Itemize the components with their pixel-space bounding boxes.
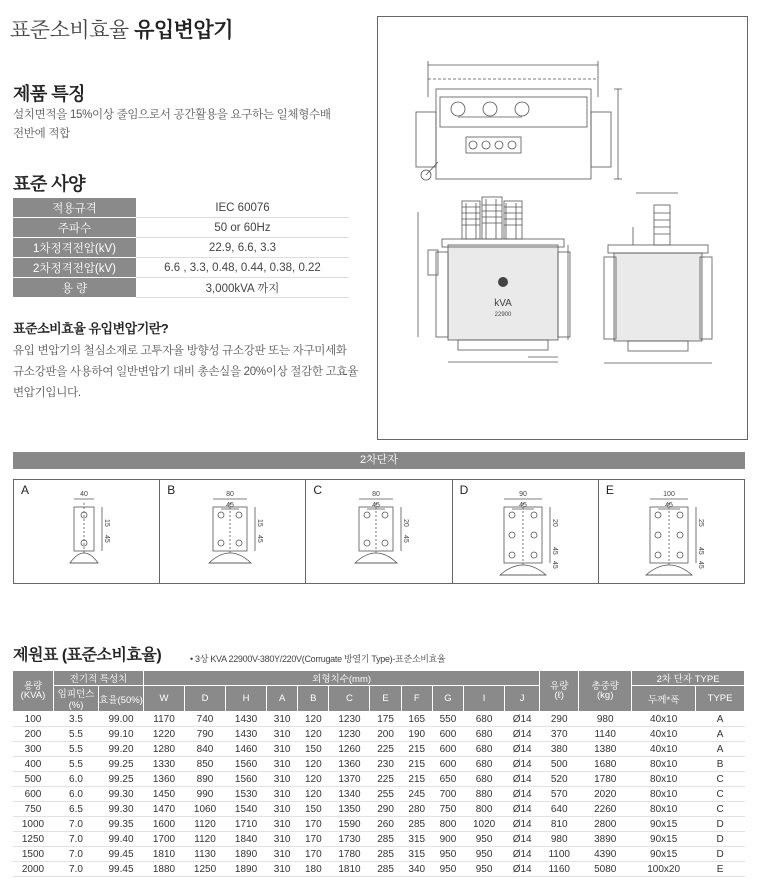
table-cell: 1380	[579, 742, 632, 757]
table-cell: 40x10	[632, 742, 696, 757]
table-cell: 1220	[144, 727, 185, 742]
table-cell: 950	[432, 847, 463, 862]
table-cell: 1890	[226, 862, 267, 877]
table-cell: 400	[13, 757, 54, 772]
table-cell: 790	[185, 727, 226, 742]
table-cell: 1160	[540, 862, 579, 877]
table-cell: 1590	[329, 817, 370, 832]
table-cell: 175	[370, 712, 401, 727]
terminal-types	[13, 479, 745, 584]
table-cell: 520	[540, 772, 579, 787]
table-cell: 215	[401, 742, 432, 757]
table-row	[13, 727, 745, 742]
terminal-type-e	[599, 480, 744, 583]
table-cell: 99.45	[99, 862, 144, 877]
table-row	[13, 817, 745, 832]
table-cell: 370	[540, 727, 579, 742]
table-cell: 750	[432, 802, 463, 817]
table-cell: Ø14	[505, 832, 540, 847]
table-cell: 950	[464, 832, 505, 847]
dim-h1: 25	[696, 519, 704, 527]
table-cell: 310	[267, 862, 298, 877]
table-cell: 310	[267, 832, 298, 847]
col-dimensions: 외형치수(mm)	[144, 671, 540, 686]
table-cell: 640	[540, 802, 579, 817]
features-heading: 제품 특징	[13, 84, 86, 104]
table-cell: Ø14	[505, 802, 540, 817]
spec-table	[13, 198, 349, 298]
dim-h2: 45	[103, 535, 110, 543]
table-cell: Ø14	[505, 712, 540, 727]
table-row	[13, 832, 745, 847]
table-cell: 80x10	[632, 787, 696, 802]
table-cell: D	[696, 817, 745, 832]
transformer-drawing	[377, 16, 748, 440]
table-cell: 120	[298, 772, 329, 787]
table-cell: 5.5	[54, 757, 99, 772]
table-cell: Ø14	[505, 727, 540, 742]
table-cell: 6.0	[54, 787, 99, 802]
table-cell: 650	[432, 772, 463, 787]
table-cell: 5.5	[54, 727, 99, 742]
table-cell: 90x15	[632, 847, 696, 862]
table-cell: 7.0	[54, 862, 99, 877]
table-row	[13, 802, 745, 817]
table-cell: 255	[370, 787, 401, 802]
dim-h1: 15	[103, 519, 110, 527]
table-cell: Ø14	[505, 742, 540, 757]
col-dim-a: A	[267, 686, 298, 712]
table-cell: 1540	[226, 802, 267, 817]
table-cell: 215	[401, 772, 432, 787]
table-cell: 1170	[144, 712, 185, 727]
table-cell: 1880	[144, 862, 185, 877]
table-cell: 5080	[579, 862, 632, 877]
table-cell: 1450	[144, 787, 185, 802]
col-dim-d: D	[185, 686, 226, 712]
table-cell: 310	[267, 847, 298, 862]
table-cell: 4390	[579, 847, 632, 862]
spec-value: 3,000kVA 까지	[136, 278, 349, 298]
dim-h2: 45	[256, 535, 264, 543]
spec-heading: 표준 사양	[13, 174, 86, 194]
table-cell: 1130	[185, 847, 226, 862]
table-cell: 1430	[226, 727, 267, 742]
dim-gap: 45	[518, 502, 527, 509]
col-terminal: 2차 단자 TYPE	[632, 671, 745, 686]
table-cell: 315	[401, 832, 432, 847]
table-cell: 2000	[13, 862, 54, 877]
table-cell: 5.5	[54, 742, 99, 757]
table-cell: 7.0	[54, 817, 99, 832]
table-cell: 1230	[329, 712, 370, 727]
table-cell: 215	[401, 757, 432, 772]
table-cell: D	[696, 847, 745, 862]
table-cell: 99.00	[99, 712, 144, 727]
table-cell: 1470	[144, 802, 185, 817]
table-cell: 700	[432, 787, 463, 802]
table-cell: 260	[370, 817, 401, 832]
table-cell: 1120	[185, 832, 226, 847]
table-cell: 1360	[144, 772, 185, 787]
col-dim-b: B	[298, 686, 329, 712]
table-cell: A	[696, 742, 745, 757]
table-cell: 740	[185, 712, 226, 727]
table-cell: 750	[13, 802, 54, 817]
table-cell: 1730	[329, 832, 370, 847]
dim-h1: 20	[550, 519, 558, 527]
table-cell: 3.5	[54, 712, 99, 727]
table-cell: 310	[267, 787, 298, 802]
terminal-label: C	[313, 483, 323, 497]
table-cell: 340	[401, 862, 432, 877]
dim-h1: 20	[402, 519, 410, 527]
table-row	[13, 862, 745, 877]
table-cell: 310	[267, 817, 298, 832]
table-cell: 600	[432, 742, 463, 757]
table-cell: 500	[540, 757, 579, 772]
table-cell: 225	[370, 772, 401, 787]
col-dim-c: C	[329, 686, 370, 712]
table-cell: 200	[13, 727, 54, 742]
table-row	[13, 772, 745, 787]
terminal-label: B	[167, 483, 176, 497]
table-cell: 80x10	[632, 802, 696, 817]
table-cell: 285	[370, 862, 401, 877]
table-cell: 1360	[329, 757, 370, 772]
terminal-type-b	[160, 480, 306, 583]
spec-label: 적용규격	[13, 198, 136, 218]
table-cell: 1340	[329, 787, 370, 802]
table-cell: 1890	[226, 847, 267, 862]
about-heading: 표준소비효율 유입변압기란?	[13, 321, 169, 336]
table-cell: 1460	[226, 742, 267, 757]
spec-label: 2차정격전압(kV)	[13, 258, 136, 278]
table-cell: 150	[298, 802, 329, 817]
table-cell: Ø14	[505, 847, 540, 862]
table-heading: 제원표 (표준소비효율)	[13, 647, 162, 664]
features-text: 설치면적을 15%이상 줄임으로서 공간활용을 요구하는 일체형수배 전반에 적합	[13, 109, 331, 140]
table-cell: 40x10	[632, 712, 696, 727]
table-cell: 1500	[13, 847, 54, 862]
dim-gap: 45	[372, 502, 381, 509]
table-cell: 550	[432, 712, 463, 727]
col-impedance: 임피던스(%)	[54, 686, 99, 712]
spec-value: IEC 60076	[136, 198, 349, 218]
dim-h2: 45	[696, 547, 704, 555]
table-cell: 310	[267, 742, 298, 757]
table-cell: 1780	[579, 772, 632, 787]
table-cell: 285	[401, 817, 432, 832]
table-cell: Ø14	[505, 817, 540, 832]
terminal-type-a	[14, 480, 160, 583]
table-cell: C	[696, 787, 745, 802]
spec-label: 용 량	[13, 278, 136, 298]
terminal-diagram	[14, 480, 160, 581]
terminal-diagram	[306, 480, 452, 581]
col-dim-j: J	[505, 686, 540, 712]
table-cell: 165	[401, 712, 432, 727]
table-cell: 300	[13, 742, 54, 757]
terminal-diagram	[453, 480, 599, 581]
table-cell: 7.0	[54, 832, 99, 847]
table-cell: 1260	[329, 742, 370, 757]
spec-row	[13, 218, 349, 238]
col-dim-f: F	[401, 686, 432, 712]
table-cell: D	[696, 832, 745, 847]
table-cell: 1560	[226, 757, 267, 772]
table-cell: 1710	[226, 817, 267, 832]
nameplate-kva: kVA	[494, 298, 512, 309]
table-cell: 80x10	[632, 757, 696, 772]
dim-width: 40	[80, 491, 88, 498]
table-cell: Ø14	[505, 772, 540, 787]
table-cell: 1530	[226, 787, 267, 802]
table-row	[13, 712, 745, 727]
table-cell: 225	[370, 742, 401, 757]
table-row	[13, 742, 745, 757]
terminal-diagram	[160, 480, 306, 581]
table-cell: 315	[401, 847, 432, 862]
table-row	[13, 847, 745, 862]
table-cell: 950	[464, 862, 505, 877]
transformer-drawing-svg	[378, 17, 747, 439]
table-row	[13, 787, 745, 802]
table-cell: 800	[432, 817, 463, 832]
dim-width: 90	[518, 491, 527, 498]
table-cell: B	[696, 757, 745, 772]
table-cell: 1680	[579, 757, 632, 772]
table-cell: 680	[464, 757, 505, 772]
table-cell: 2260	[579, 802, 632, 817]
table-cell: 1250	[185, 862, 226, 877]
table-cell: A	[696, 727, 745, 742]
spec-row	[13, 238, 349, 258]
spec-label: 1차정격전압(kV)	[13, 238, 136, 258]
spec-row	[13, 198, 349, 218]
table-cell: 99.25	[99, 772, 144, 787]
table-cell: 1560	[226, 772, 267, 787]
table-cell: 840	[185, 742, 226, 757]
table-cell: 980	[579, 712, 632, 727]
table-cell: 310	[267, 727, 298, 742]
spec-value: 50 or 60Hz	[136, 218, 349, 238]
table-cell: 600	[432, 757, 463, 772]
table-cell: 680	[464, 712, 505, 727]
dim-h2: 45	[402, 535, 410, 543]
spec-row	[13, 278, 349, 298]
table-cell: 40x10	[632, 727, 696, 742]
table-cell: 230	[370, 757, 401, 772]
table-cell: 99.30	[99, 787, 144, 802]
table-cell: 1780	[329, 847, 370, 862]
table-cell: 280	[401, 802, 432, 817]
table-cell: 880	[464, 787, 505, 802]
table-cell: 2020	[579, 787, 632, 802]
table-cell: 1600	[144, 817, 185, 832]
table-cell: 1370	[329, 772, 370, 787]
about-text: 유입 변압기의 철심소재로 고투자율 방향성 규소강판 또는 자구미세화 규소강판을 사용하여 일반변압기 대비 총손실을 20%이상 절감한 고효율 변압기입니다.	[13, 345, 359, 399]
dim-width: 100	[662, 491, 675, 498]
table-cell: 3890	[579, 832, 632, 847]
terminal-label: A	[21, 483, 30, 497]
col-dim-h: H	[226, 686, 267, 712]
table-cell: 99.10	[99, 727, 144, 742]
table-cell: 500	[13, 772, 54, 787]
table-cell: 90x15	[632, 832, 696, 847]
table-cell: 190	[401, 727, 432, 742]
table-cell: 1810	[329, 862, 370, 877]
table-cell: Ø14	[505, 757, 540, 772]
table-cell: 1120	[185, 817, 226, 832]
table-cell: 99.40	[99, 832, 144, 847]
table-cell: 680	[464, 727, 505, 742]
table-cell: 120	[298, 787, 329, 802]
dim-h2: 45	[550, 547, 558, 555]
table-cell: 245	[401, 787, 432, 802]
table-cell: 680	[464, 742, 505, 757]
table-cell: 90x15	[632, 817, 696, 832]
table-cell: 180	[298, 862, 329, 877]
col-oil: 유량 (ℓ)	[540, 671, 579, 712]
dim-gap: 45	[664, 502, 673, 509]
terminal-type-c	[306, 480, 452, 583]
table-cell: 310	[267, 802, 298, 817]
table-cell: 600	[432, 727, 463, 742]
table-cell: 310	[267, 772, 298, 787]
table-cell: Ø14	[505, 787, 540, 802]
table-cell: 120	[298, 712, 329, 727]
table-cell: 6.0	[54, 772, 99, 787]
table-cell: 1280	[144, 742, 185, 757]
table-cell: 150	[298, 742, 329, 757]
table-cell: 1430	[226, 712, 267, 727]
table-cell: 1250	[13, 832, 54, 847]
table-cell: 120	[298, 757, 329, 772]
table-cell: 170	[298, 847, 329, 862]
table-cell: 380	[540, 742, 579, 757]
table-cell: 99.45	[99, 847, 144, 862]
spec-value: 22.9, 6.6, 3.3	[136, 238, 349, 258]
col-electrical: 전기적 특성치	[54, 671, 144, 686]
table-cell: 810	[540, 817, 579, 832]
table-cell: 170	[298, 832, 329, 847]
table-cell: 800	[464, 802, 505, 817]
col-weight: 총중량 (kg)	[579, 671, 632, 712]
table-cell: 80x10	[632, 772, 696, 787]
nameplate-voltage: 22900	[494, 312, 512, 318]
table-cell: 120	[298, 727, 329, 742]
terminal-diagram	[599, 480, 745, 581]
table-row	[13, 757, 745, 772]
page-title: 표준소비효율 유입변압기	[10, 19, 233, 42]
table-cell: 285	[370, 832, 401, 847]
terminal-label: E	[605, 483, 614, 497]
spec-value: 6.6 , 3.3, 0.48, 0.44, 0.38, 0.22	[136, 258, 349, 278]
table-cell: 285	[370, 847, 401, 862]
table-cell: 170	[298, 817, 329, 832]
table-cell: 1840	[226, 832, 267, 847]
spec-label: 주파수	[13, 218, 136, 238]
table-cell: 950	[464, 847, 505, 862]
table-cell: 950	[432, 862, 463, 877]
table-cell: 570	[540, 787, 579, 802]
col-dim-w: W	[144, 686, 185, 712]
table-cell: 6.5	[54, 802, 99, 817]
col-thick: 두께*폭	[632, 686, 696, 712]
table-cell: 200	[370, 727, 401, 742]
terminal-bar: 2차단자	[13, 452, 745, 469]
terminal-type-d	[453, 480, 599, 583]
table-cell: 850	[185, 757, 226, 772]
table-cell: 900	[432, 832, 463, 847]
table-cell: 1100	[540, 847, 579, 862]
dim-h3: 45	[696, 561, 704, 569]
col-efficiency: 효율(50%)	[99, 686, 144, 712]
table-cell: 100x20	[632, 862, 696, 877]
table-cell: 99.35	[99, 817, 144, 832]
col-dim-e: E	[370, 686, 401, 712]
dim-h3: 45	[550, 561, 558, 569]
table-cell: 1020	[464, 817, 505, 832]
table-cell: 600	[13, 787, 54, 802]
table-cell: 99.25	[99, 757, 144, 772]
table-cell: 1230	[329, 727, 370, 742]
table-cell: 1060	[185, 802, 226, 817]
col-capacity: 용량 (KVA)	[13, 671, 54, 712]
table-cell: 100	[13, 712, 54, 727]
table-cell: C	[696, 772, 745, 787]
table-cell: 1810	[144, 847, 185, 862]
table-cell: 980	[540, 832, 579, 847]
col-dim-g: G	[432, 686, 463, 712]
table-cell: 1350	[329, 802, 370, 817]
table-cell: 990	[185, 787, 226, 802]
dim-gap: 45	[226, 502, 235, 509]
col-type: TYPE	[696, 686, 745, 712]
table-cell: 290	[540, 712, 579, 727]
table-cell: E	[696, 862, 745, 877]
dim-width: 80	[226, 491, 235, 498]
table-cell: 99.20	[99, 742, 144, 757]
table-cell: 1000	[13, 817, 54, 832]
terminal-label: D	[459, 483, 469, 497]
dim-width: 80	[372, 491, 381, 498]
table-cell: 1700	[144, 832, 185, 847]
table-cell: 7.0	[54, 847, 99, 862]
table-cell: 1330	[144, 757, 185, 772]
table-cell: C	[696, 802, 745, 817]
spec-row	[13, 258, 349, 278]
table-cell: 99.30	[99, 802, 144, 817]
table-cell: 310	[267, 757, 298, 772]
col-dim-i: I	[464, 686, 505, 712]
spec-data-table	[13, 671, 745, 877]
table-cell: 1140	[579, 727, 632, 742]
table-cell: Ø14	[505, 862, 540, 877]
dim-h1: 15	[256, 519, 264, 527]
table-cell: 890	[185, 772, 226, 787]
table-cell: 680	[464, 772, 505, 787]
table-note: • 3상 KVA 22900V-380Y/220V(Corrugate 방열기 Type)-표준소비효율	[190, 654, 446, 664]
table-cell: 2800	[579, 817, 632, 832]
table-cell: 290	[370, 802, 401, 817]
table-cell: 310	[267, 712, 298, 727]
table-cell: A	[696, 712, 745, 727]
